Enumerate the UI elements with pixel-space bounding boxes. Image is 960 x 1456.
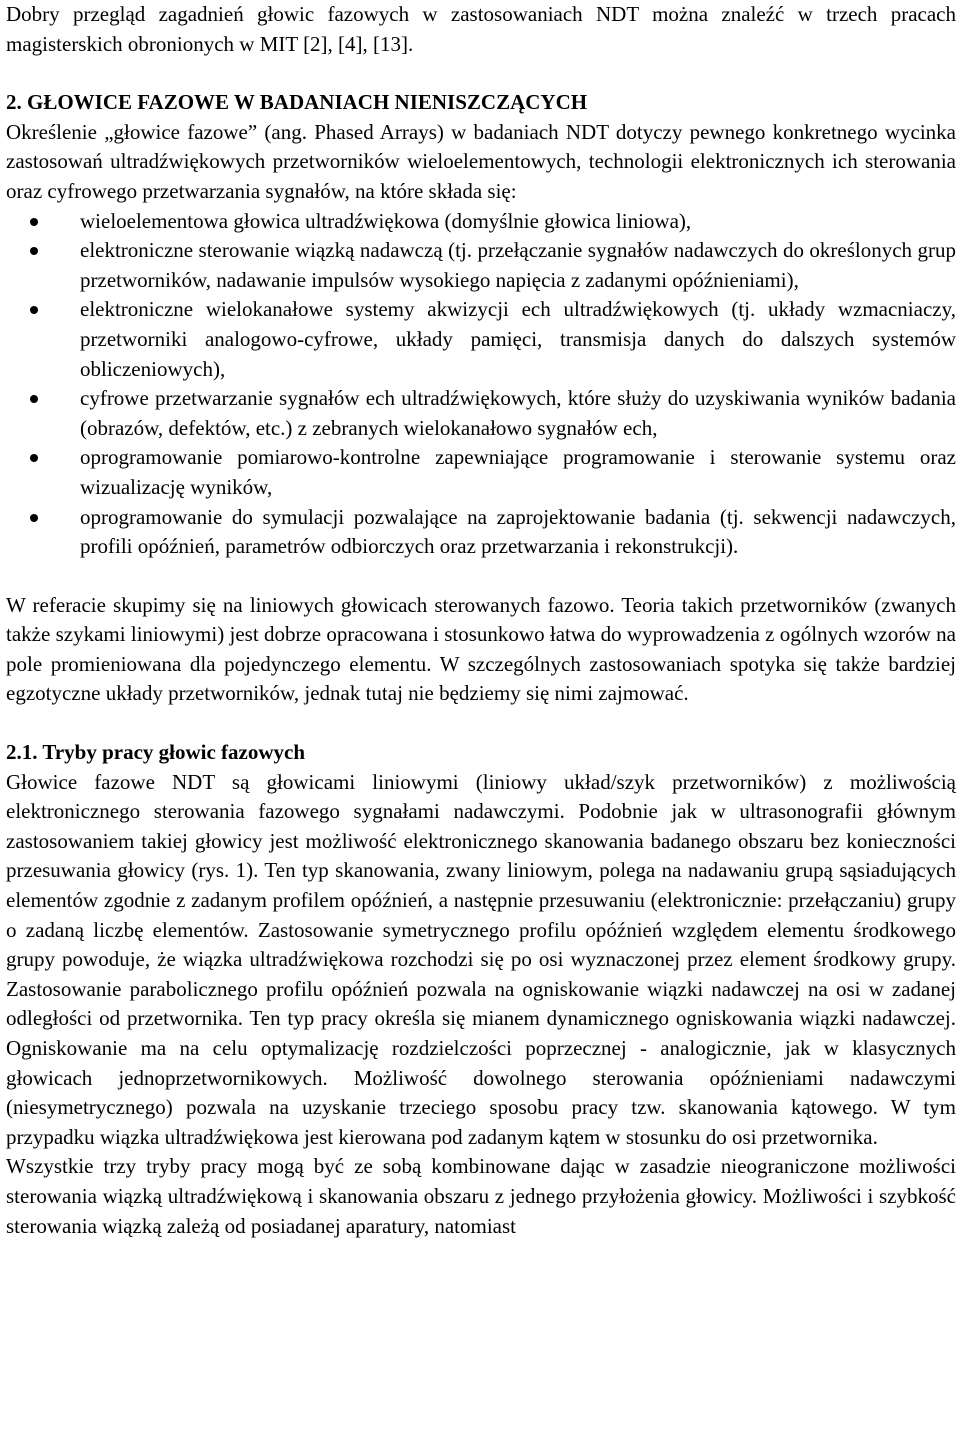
modes-paragraph: Głowice fazowe NDT są głowicami liniowymi (liniowy układ/szyk przetworników) z możliwością elektronicznego sterowania fazowego sygnałami nadawczymi. Podobnie jak w ultrasonografii głównym zastosowaniem takiej głowicy jest możliwość elektronicznego skanowania badanego obszaru bez konieczności przesuwania głowicy (rys. 1). Ten typ skanowania, zwany liniowym, polega na nadawaniu grupą sąsiadujących elementów zgodnie z zadanym profilem opóźnień, a następnie przesuwaniu (elektronicznie: przełączaniu) grupy o zadaną liczbę elementów. Zastosowanie symetrycznego profilu opóźnień względem elementu środkowego grupy powoduje, że wiązka ultradźwiękowa rozchodzi się po osi wyznaczonej przez element środkowy grupy. Zastosowanie parabolicznego profilu opóźnień pozwala na ogniskowanie wiązki nadawczej na osi w zadanej odległości od przetwornika. Ten typ pracy określa się mianem dynamicznego ogniskowania wiązki nadawczej. Ogniskowanie ma na celu optymalizację rozdzielczości poprzecznej - analogicznie, jak w klasycznych głowicach jednoprzetwornikowych. Możliwość dowolnego sterowania opóźnieniami nadawczymi (niesymetrycznego) pozwala na uzyskanie trzeciego sposobu pracy tzw. skanowania kątowego. W tym przypadku wiązka ultradźwiękowa jest kierowana pod zadanym kątem w stosunku do osi przetwornika. <box>6 769 956 1149</box>
list-item-text: elektroniczne sterowanie wiązką nadawczą (tj. przełączanie sygnałów nadawczych do określonych grup przetworników, nadawanie impulsów wysokiego napięcia z zadanymi opóźnieniami), <box>80 238 956 292</box>
bullet-icon <box>30 454 38 462</box>
bullet-icon <box>30 247 38 255</box>
features-list <box>6 207 956 562</box>
intro-paragraph: Dobry przegląd zagadnień głowic fazowych w zastosowaniach NDT można znaleźć w trzech pracach magisterskich obronionych w MIT [2], [4], [13]. <box>6 2 956 56</box>
list-item <box>6 207 956 237</box>
bullet-icon <box>30 395 38 403</box>
bullet-icon <box>30 218 38 226</box>
document-page <box>6 0 956 1241</box>
section-2-heading: 2. GŁOWICE FAZOWE W BADANIACH NIENISZCZĄCYCH <box>6 90 588 115</box>
list-item <box>6 503 956 562</box>
combined-modes-paragraph: Wszystkie trzy tryby pracy mogą być ze sobą kombinowane dając w zasadzie nieograniczone możliwości sterowania wiązką ultradźwiękową i skanowania obszaru z jednego przyłożenia głowicy. Możliwości i szybkość sterowania wiązką zależą od posiadanej aparatury, natomiast <box>6 1154 956 1238</box>
list-item-text: cyfrowe przetwarzanie sygnałów ech ultradźwiękowych, które służy do uzyskiwania wyników badania (obrazów, defektów, etc.) z zebranych wielokanałowo sygnałów ech, <box>80 386 956 440</box>
list-item <box>6 295 956 384</box>
bullet-icon <box>30 306 38 314</box>
list-item <box>6 236 956 295</box>
list-item-text: wieloelementowa głowica ultradźwiękowa (domyślnie głowica liniowa), <box>80 208 692 233</box>
list-item-text: elektroniczne wielokanałowe systemy akwizycji ech ultradźwiękowych (tj. układy wzmacniaczy, przetworniki analogowo-cyfrowe, układy pamięci, transmisja danych do dalszych systemów obliczeniowych), <box>80 297 956 381</box>
list-item-text: oprogramowanie pomiarowo-kontrolne zapewniające programowanie i sterowanie systemu oraz wizualizację wyników, <box>80 445 956 499</box>
bullet-icon <box>30 514 38 522</box>
list-item <box>6 384 956 443</box>
list-item <box>6 443 956 502</box>
scope-paragraph: W referacie skupimy się na liniowych głowicach sterowanych fazowo. Teoria takich przetworników (zwanych także szykami liniowymi) jest dobrze opracowana i stosunkowo łatwa do wyprowadzenia z ogólnych wzorów na pole promieniowana dla pojedynczego elementu. W szczególnych zastosowaniach spotyka się także bardziej egzotyczne układy przetworników, jednak tutaj nie będziemy się nimi zajmować. <box>6 592 956 706</box>
section-2-1-heading: 2.1. Tryby pracy głowic fazowych <box>6 740 306 765</box>
definition-paragraph: Określenie „głowice fazowe” (ang. Phased Arrays) w badaniach NDT dotyczy pewnego konkretnego wycinka zastosowań ultradźwiękowych przetworników wieloelementowych, technologii elektronicznych ich sterowania oraz cyfrowego przetwarzania sygnałów, na które składa się: <box>6 119 956 203</box>
list-item-text: oprogramowanie do symulacji pozwalające na zaprojektowanie badania (tj. sekwencji nadawczych, profili opóźnień, parametrów odbiorczych oraz przetwarzania i rekonstrukcji). <box>80 504 956 559</box>
